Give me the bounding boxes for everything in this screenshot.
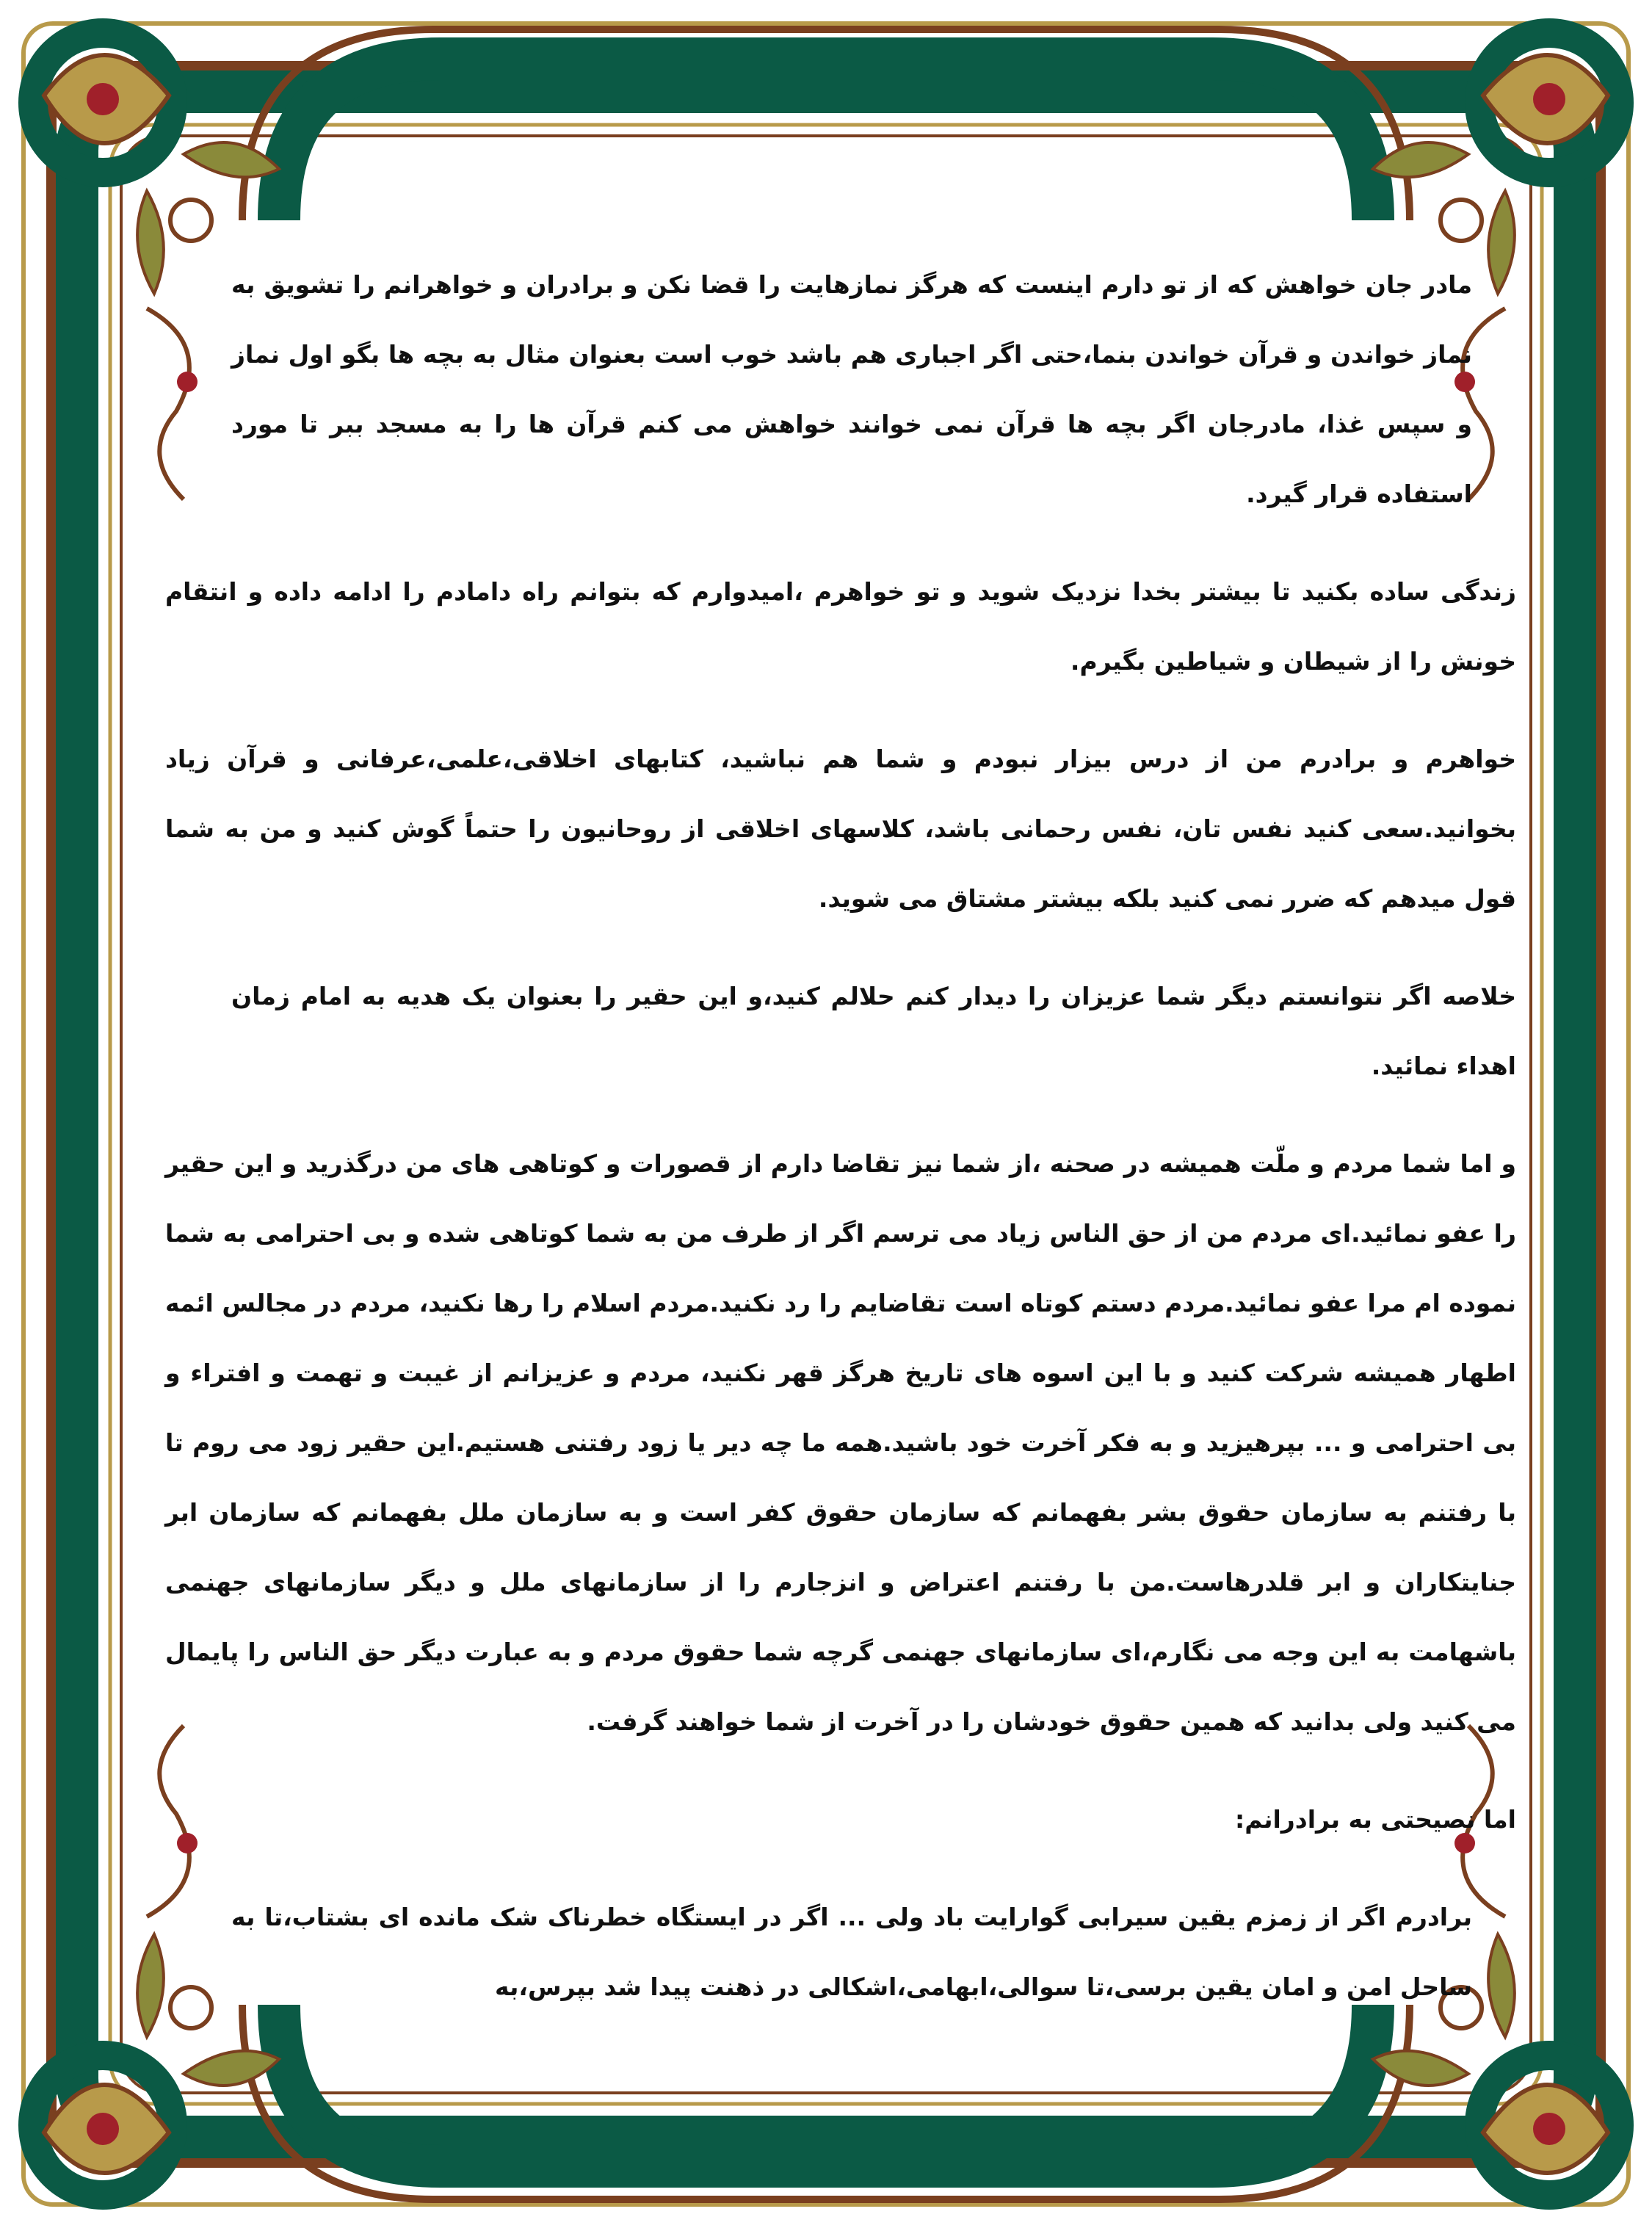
paragraph-advice-heading: اما نصیحتی به برادرانم: [1235, 1805, 1516, 1834]
paragraph-siblings: خواهرم و برادرم من از درس بیزار نبودم و شما هم نباشید، کتابهای اخلاقی،علمی،عرفانی و قرآن زیاد بخوانید.سعی کنید نفس تان، نفس رحمانی باشد، کلاسهای اخلاقی از روحانیون را حتماً گوش کنید و من به شما قول میدهم که ضرر نمی کنید بلکه بیشتر مشتاق می شوید. [165, 745, 1516, 913]
paragraph-brothers: برادرم اگر از زمزم یقین سیرابی گوارایت باد ولی ... اگر در ایستگاه خطرناک شک مانده ای بشتاب،تا به ساحل امن و امان یقین برسی،تا سوالی،ابهامی،اشکالی در ذهنت پیدا شد بپرس،به [231, 1903, 1472, 2001]
letter-body [165, 250, 1516, 2050]
paragraph-people: و اما شما مردم و ملّت همیشه در صحنه ،از شما نیز تقاضا دارم از قصورات و کوتاهی های من درگذرید و این حقیر را عفو نمائید.ای مردم من از حق الناس زیاد می ترسم اگر از طرف من به شما کوتاهی شده و بی احترامی به شما نموده ام مرا عفو نمائید.مردم دستم کوتاه است تقاضایم را رد نکنید.مردم اسلام را رها نکنید، مردم در مجالس ائمه اطهار همیشه شرکت کنید و با این اسوه های تاریخ هرگز قهر نکنید، مردم و عزیزانم از غیبت و تهمت و افتراء و بی احترامی و ... بپرهیزید و به فکر آخرت خود باشید.همه ما چه دیر یا زود رفتنی هستیم.این حقیر زود می روم تا با رفتنم به سازمان حقوق بشر بفهمانم که سازمان حقوق کفر است و به سازمان ملل بفهمانم که سازمان ابر جنایتکاران و ابر قلدرهاست.من با رفتنم اعتراض و انزجارم را از سازمانهای ملل و دیگر سازمانهای جهنمی باشهامت به این وجه می نگارم،ای سازمانهای جهنمی گرچه شما حقوق مردم و به عبارت دیگر حق الناس را پایمال می کنید ولی بدانید که همین حقوق خودشان را در آخرت از شما خواهند گرفت. [165, 1149, 1516, 1736]
paragraph-mother: مادر جان خواهش که از تو دارم اینست که هرگز نمازهایت را قضا نکن و برادران و خواهرانم را تشویق به نماز خواندن و قرآن خواندن بنما،حتی اگر اجباری هم باشد خوب است بعنوان مثال به بچه ها بگو اول نماز و سپس غذا، مادرجان اگر بچه ها قرآن نمی خوانند خواهش می کنم قرآن ها را به مسجد ببر تا مورد استفاده قرار گیرد. [231, 270, 1472, 508]
paragraph-simple-life: زندگی ساده بکنید تا بیشتر بخدا نزدیک شوید و تو خواهرم ،امیدوارم که بتوانم راه دامادم را ادامه داده و انتقام خونش را از شیطان و شیاطین بگیرم. [165, 577, 1516, 676]
paragraph-forgiveness: خلاصه اگر نتوانستم دیگر شما عزیزان را دیدار کنم حلالم کنید،و این حقیر را بعنوان یک هدیه به امام زمان اهداء نمائید. [231, 982, 1516, 1080]
